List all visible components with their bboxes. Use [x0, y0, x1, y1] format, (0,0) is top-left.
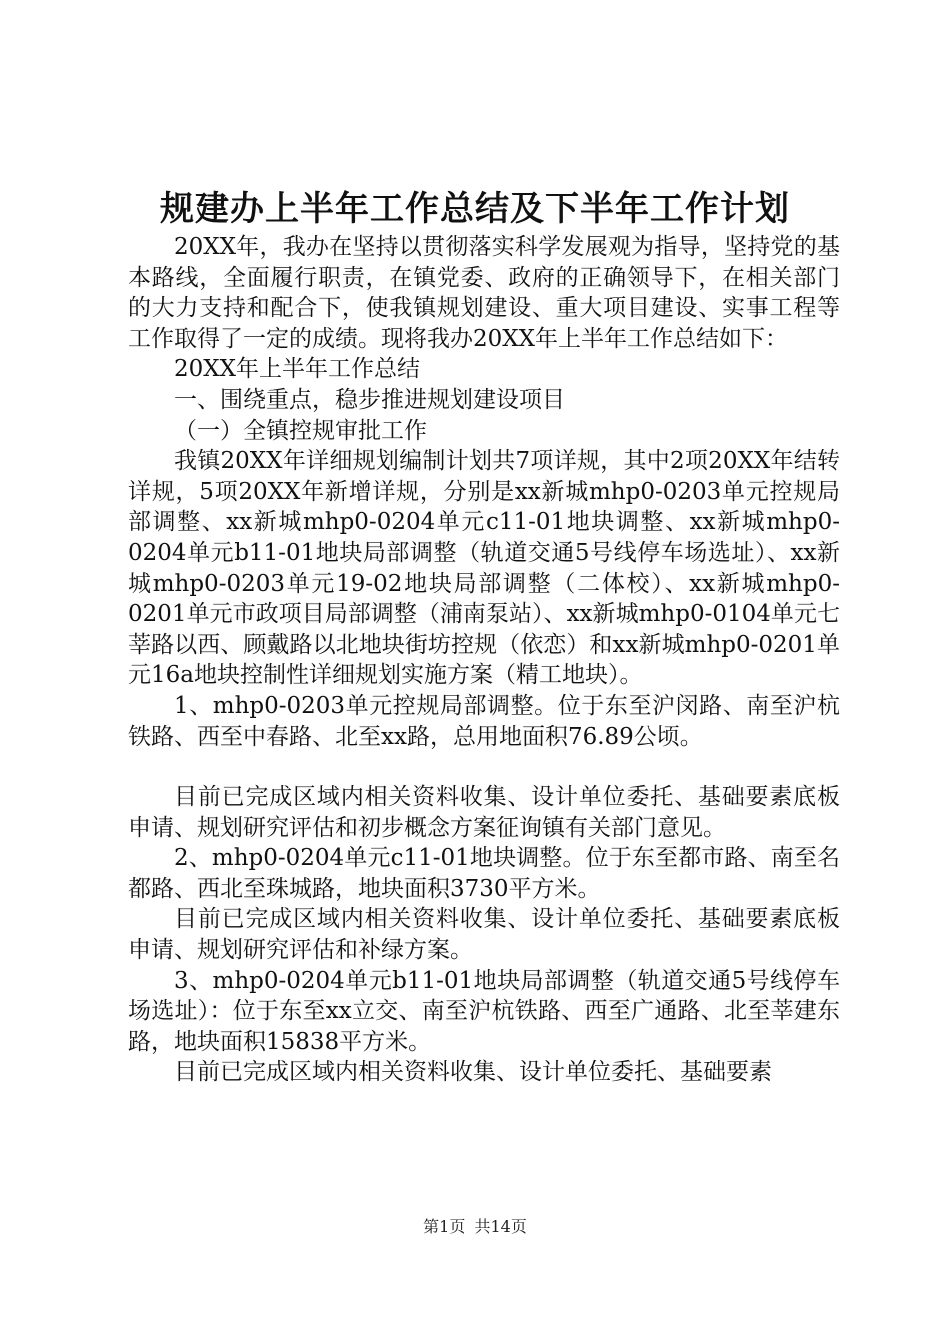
page-footer [0, 1216, 950, 1238]
page-total: 共14页 [474, 1217, 527, 1236]
paragraph-item-2-progress: 目前已完成区域内相关资料收集、设计单位委托、基础要素底板申请、规划研究评估和补绿方案。 [128, 906, 840, 964]
paragraph-intro: 20XX年，我办在坚持以贯彻落实科学发展观为指导，坚持党的基本路线，全面履行职责，在镇党委、政府的正确领导下，在相关部门的大力支持和配合下，使我镇规划建设、重大项目建设、实事工程等工作取得了一定的成绩。现将我办20XX年上半年工作总结如下： [128, 234, 840, 352]
paragraph-item-2: 2、mhp0-0204单元c11-01地块调整。位于东至都市路、南至名都路、西北至珠城路，地块面积3730平方米。 [128, 845, 840, 902]
paragraph-item-3: 3、mhp0-0204单元b11-01地块局部调整（轨道交通5号线停车场选址）：位于东至xx立交、南至沪杭铁路、西至广通路、北至莘建东路，地块面积15838平方米。 [128, 967, 840, 1055]
page-number: 第1页 [423, 1217, 466, 1236]
paragraph-section-heading: 20XX年上半年工作总结 [174, 356, 421, 383]
document-title: 规建办上半年工作总结及下半年工作计划 [160, 189, 790, 229]
paragraph-item-1: 1、mhp0-0203单元控规局部调整。位于东至沪闵路、南至沪杭铁路、西至中春路、北至xx路，总用地面积76.89公顷。 [128, 692, 840, 750]
paragraph-heading-1: 一、围绕重点，稳步推进规划建设项目 [174, 386, 565, 413]
paragraph-item-3-progress: 目前已完成区域内相关资料收集、设计单位委托、基础要素 [174, 1059, 772, 1086]
paragraph-subheading-1: （一）全镇控规审批工作 [174, 417, 427, 444]
paragraph-item-1-progress: 目前已完成区域内相关资料收集、设计单位委托、基础要素底板申请、规划研究评估和初步概念方案征询镇有关部门意见。 [128, 784, 840, 841]
document-body [128, 232, 840, 1088]
paragraph-plan-overview: 我镇20XX年详细规划编制计划共7项详规，其中2项20XX年结转详规，5项20XX年新增详规，分别是xx新城mhp0-0203单元控规局部调整、xx新城mhp0-0204单元c11-01地块调整、xx新城mhp0-0204单元b11-01地块局部调整（轨道交通5号线停车场选址）、xx新城mhp0-0203单元19-02地块局部调整（二体校）、xx新城mhp0-0201单元市政项目局部调整（浦南泵站）、xx新城mhp0-0104单元七莘路以西、顾戴路以北地块街坊控规（依恋）和xx新城mhp0-0201单元16a地块控制性详细规划实施方案（精工地块）。 [128, 448, 840, 689]
